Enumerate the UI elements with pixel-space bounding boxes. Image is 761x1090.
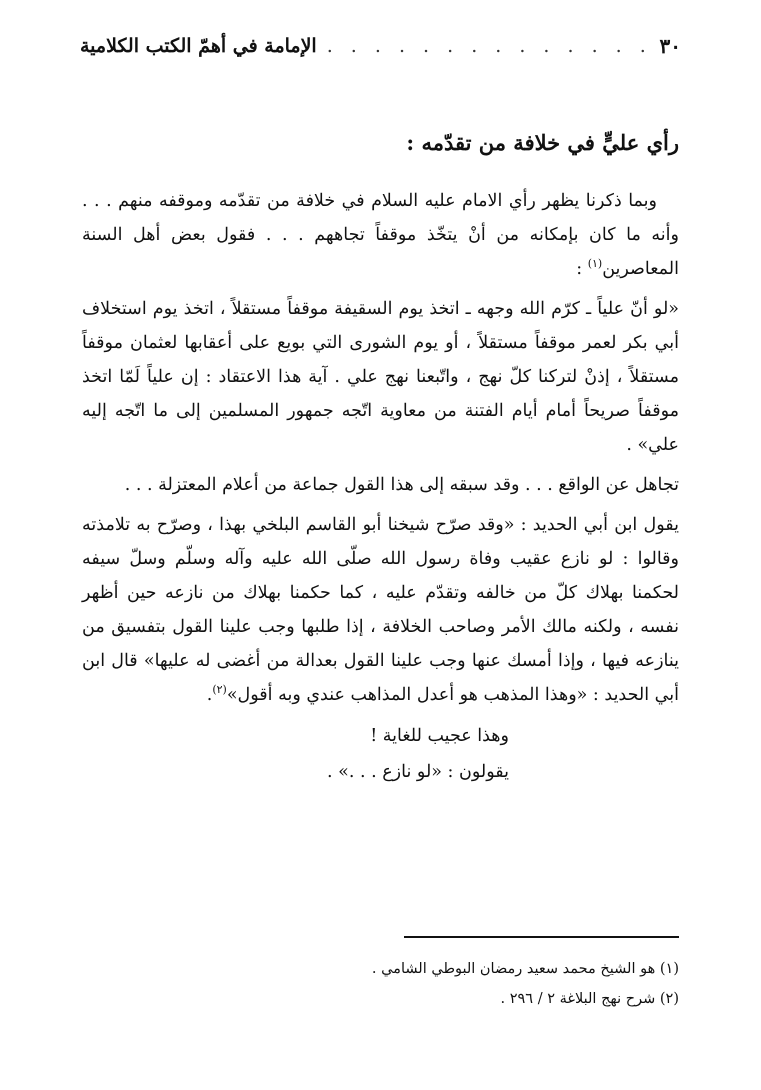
closing-line-1: وهذا عجيب للغاية ! [370,726,509,746]
paragraph-1-end: : [576,259,588,279]
quotation-paragraph: «لو أنّ علياً ـ كرّم الله وجهه ـ اتخذ يوم السقيفة موقفاً مستقلاً ، اتخذ يوم استخلاف أبي بكر لعمر موقفاً مستقلاً ، أو يوم الشورى التي بويع على أعقابها لعثمان موقفاً مستقلاً ، إذنْ لتركنا كلّ نهج ، واتّبعنا نهج علي . آية هذا الاعتقاد : إن علياً لَمّا اتخذ موقفاً صريحاً أمام أيام الفتنة من معاوية اتّجه جمهور المسلمين إلى ما اتّجه إليه علي» . [82,299,679,455]
footnote-ref-2[interactable]: (٢) [212,683,227,697]
footnotes [82,954,679,1014]
running-header [80,30,681,62]
paragraph-1-text: وبما ذكرنا يظهر رأي الامام عليه السلام في خلافة من تقدّمه وموقفه منهم . . . وأنه ما كان بإمكانه من أنْ يتخّذ موقفاً تجاههم . . . فقول بعض أهل السنة المعاصرين [82,191,679,279]
paragraph-4-text: يقول ابن أبي الحديد : «وقد صرّح شيخنا أبو القاسم البلخي بهذا ، وصرّح به تلامذته وقالوا : لو نازع عقيب وفاة رسول الله صلّى الله عليه وآله وسلّم وسلّ سيفه لحكمنا بهلاك كلّ من خالفه وتقدّم عليه ، كما حكمنا بهلاك من نازعه حين أظهر نفسه ، ولكنه مالك الأمر وصاحب الخلافة ، إذا طلبها وجب علينا القول بتفسيق من ينازعه فيها ، وإذا أمسك عنها وجب علينا القول بعدالة من أغضى له عليها» قال ابن أبي الحديد : «وهذا المذهب هو أعدل المذاهب عندي وبه أقول» [82,515,679,705]
section-heading: رأي عليٍّ في خلافة من تقدّمه : [406,130,679,155]
page-body [82,126,679,790]
footnote-2: (٢) شرح نهج البلاغة ٢ / ٢٩٦ . [500,991,679,1007]
page-number: ٣٠ [659,34,681,58]
closing-line-2: يقولون : «لو نازع . . .» . [327,762,509,782]
paragraph-4 [82,508,679,712]
header-dot-leader [327,35,650,57]
paragraph-1 [82,184,679,286]
footnote-divider [404,936,679,938]
paragraph-4-end: . [206,685,213,705]
footnote-ref-1[interactable]: (١) [587,257,603,271]
footnote-1: (١) هو الشيخ محمد سعيد رمضان البوطي الشامي . [371,961,679,977]
paragraph-3: تجاهل عن الواقع . . . وقد سبقه إلى هذا القول جماعة من أعلام المعتزلة . . . [124,475,679,495]
running-title: الإمامة في أهمّ الكتب الكلامية [80,35,317,57]
